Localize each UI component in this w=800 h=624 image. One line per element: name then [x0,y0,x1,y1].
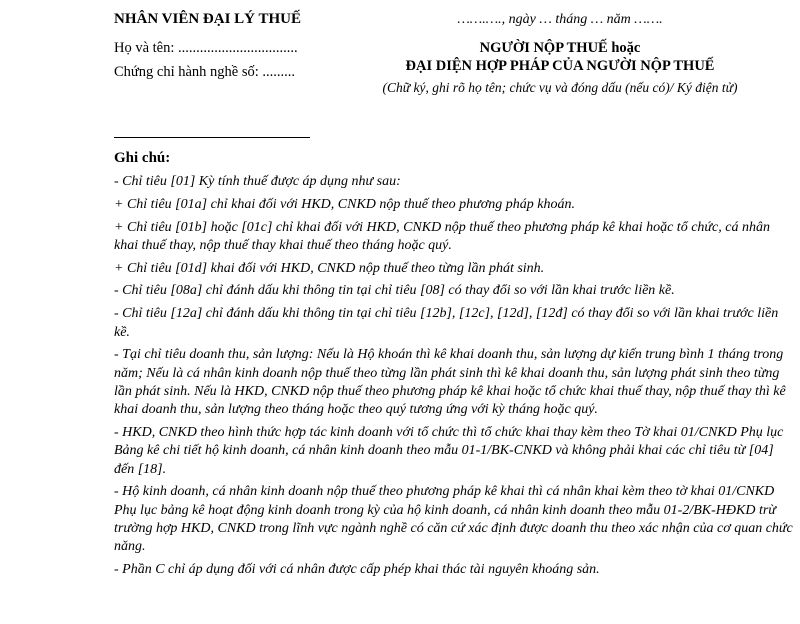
tax-agent-title: NHÂN VIÊN ĐẠI LÝ THUẾ [114,11,301,27]
note-item: - Chỉ tiêu [12a] chỉ đánh dấu khi thông tin tại chỉ tiêu [12b], [12c], [12d], [12đ] có thay đổi so với lần khai trước liền kề. [114,306,779,340]
date-line: …….…., ngày … tháng … năm ……. [457,12,663,27]
signature-note: (Chữ ký, ghi rõ họ tên; chức vụ và đóng dấu (nếu có)/ Ký điện tử) [382,80,738,95]
notes-section [114,148,794,584]
taxpayer-title-line2: ĐẠI DIỆN HỢP PHÁP CỦA NGƯỜI NỘP THUẾ [405,58,715,74]
note-item: - Phần C chỉ áp dụng đối với cá nhân được cấp phép khai thác tài nguyên khoáng sản. [114,562,600,578]
note-item: + Chỉ tiêu [01a] chỉ khai đối với HKD, CNKD nộp thuế theo phương pháp khoán. [114,196,575,212]
note-item: - Tại chỉ tiêu doanh thu, sản lượng: Nếu là Hộ khoán thì kê khai doanh thu, sản lượng dự kiến trung bình 1 tháng trong năm; Nếu là cá nhân kinh doanh nộp thuế theo từng lần phát sinh thì kê khai doanh thu, sản lượng phát sinh theo từng lần phát sinh. Nếu là HKD, CNKD nộp thuế theo phương pháp kê khai hoặc tổ chức khai thuế thay, nộp thuế thay thì kê khai doanh thu, sản lượng theo tháng hoặc theo quý tương ứng với kỳ tháng hoặc quý. [114,347,786,418]
signature-divider [114,137,310,138]
notes-title: Ghi chú: [114,150,171,166]
agent-name-line: Họ và tên: ................................. [114,40,298,56]
agent-cert-line: Chứng chỉ hành nghề số: ......... [114,64,296,80]
note-item: - Chỉ tiêu [08a] chỉ đánh dấu khi thông tin tại chỉ tiêu [08] có thay đổi so với lần khai trước liền kề. [114,283,675,299]
note-item: - Hộ kinh doanh, cá nhân kinh doanh nộp thuế theo phương pháp kê khai thì cá nhân khai kèm theo tờ khai 01/CNKD Phụ lục bảng kê hoạt động kinh doanh trong kỳ của hộ kinh doanh, cá nhân kinh doanh theo mẫu 01-2/BK-HĐKD trừ trường hợp HKD, CNKD trong lĩnh vực ngành nghề có căn cứ xác định được doanh thu theo xác nhận của cơ quan chức năng. [114,484,793,555]
note-item: - Chỉ tiêu [01] Kỳ tính thuế được áp dụng như sau: [114,174,401,189]
taxpayer-signature-block [360,11,760,97]
note-item: + Chỉ tiêu [01d] khai đối với HKD, CNKD nộp thuế theo từng lần phát sinh. [114,260,545,276]
taxpayer-title-line1: NGƯỜI NỘP THUẾ hoặc [479,40,641,56]
note-item: - HKD, CNKD theo hình thức hợp tác kinh doanh với tổ chức thì tổ chức khai thay kèm theo Tờ khai 01/CNKD Phụ lục Bảng kê chi tiết hộ kinh doanh, cá nhân kinh doanh theo mẫu 01-1/BK-CNKD và không phải khai các chỉ tiêu từ [04] đến [18]. [114,425,784,477]
note-item: + Chỉ tiêu [01b] hoặc [01c] chỉ khai đối với HKD, CNKD nộp thuế theo phương pháp kê khai hoặc tổ chức, cá nhân khai thuế thay, nộp thuế thay khai thuế theo tháng hoặc quý. [114,219,770,253]
